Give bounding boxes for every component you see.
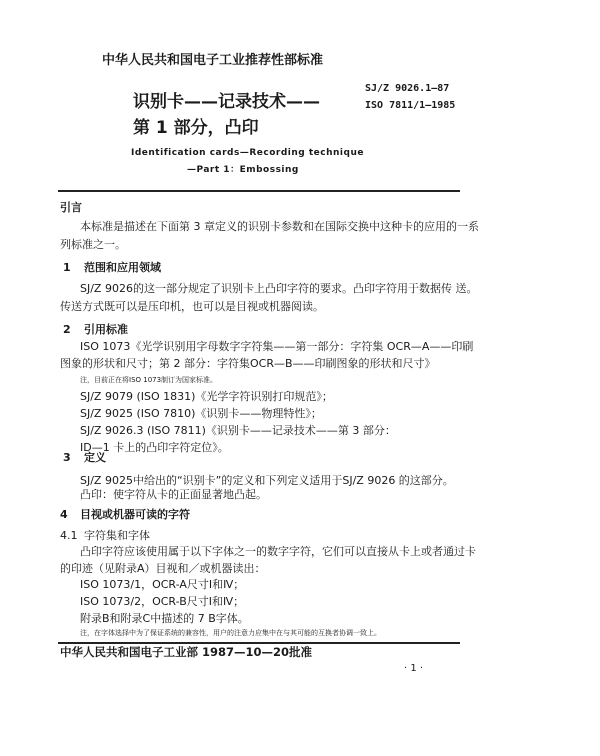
reference-item: SJ/Z 9025 (ISO 7810)《识别卡——物理特性》；	[80, 407, 322, 420]
paragraph-line: 图象的形状和尺寸；第 2 部分：字符集OCR—B——印刷图象的形状和尺寸》	[60, 357, 436, 370]
page-number: · 1 ·	[404, 663, 424, 674]
footer-divider	[58, 642, 460, 644]
section-heading: 目视或机器可读的字符	[80, 508, 190, 521]
subsection-number: 4.1	[60, 529, 78, 542]
intro-heading: 引言	[60, 201, 82, 214]
paragraph-line: SJ/Z 9026的这一部分规定了识别卡上凸印字符的要求。凸印字符用于数据传 送。	[80, 282, 478, 295]
section-number: 4	[60, 508, 68, 521]
subsection-heading: 字符集和字体	[84, 529, 150, 542]
list-item: ISO 1073/1，OCR-A尺寸Ⅰ和Ⅳ；	[80, 578, 245, 591]
section-heading: 范围和应用领域	[84, 261, 161, 274]
paragraph-line: 传送方式既可以是压印机，也可以是目视或机器阅读。	[60, 300, 324, 313]
paragraph-line: 的印迹（见附录A）目视和／或机器读出：	[60, 562, 266, 575]
section-number: 2	[63, 323, 71, 336]
paragraph-line: 凸印字符应该使用属于以下字体之一的数字字符，它们可以直接从卡上或者通过卡	[80, 545, 476, 558]
paragraph-line: ISO 1073《光学识别用字母数字字符集——第一部分：字符集 OCR—A——印刷	[80, 340, 474, 353]
paragraph-line: 列标准之一。	[60, 238, 126, 251]
reference-item: SJ/Z 9026.3 (ISO 7811)《识别卡——记录技术——第 3 部分：	[80, 424, 396, 437]
issuing-authority: 中华人民共和国电子工业推荐性部标准	[102, 53, 324, 68]
title-en-line2: —Part 1：Embossing	[187, 165, 299, 175]
section-heading: 定义	[84, 451, 106, 464]
reference-item: ID—1 卡上的凸印字符定位》。	[80, 441, 229, 454]
note: 注，目前正在将ISO 1073制订为国家标准。	[80, 376, 218, 384]
reference-item: SJ/Z 9079 (ISO 1831)《光学字符识别打印规范》；	[80, 390, 333, 403]
standard-code: SJ/Z 9026.1—87	[365, 83, 450, 94]
paragraph-line: SJ/Z 9025中给出的“识别卡”的定义和下列定义适用于SJ/Z 9026 的这部分。	[80, 474, 454, 487]
header-divider	[58, 190, 460, 192]
title-en-line1: Identification cards—Recording technique	[131, 148, 364, 158]
note: 注，在字体选择中为了保证系统的兼容性，用户的注意力应集中在与其可能的互换者协调一致上。	[80, 629, 381, 637]
paragraph-line: 本标准是描述在下面第 3 章定义的识别卡参数和在国际交换中这种卡的应用的一系	[80, 220, 479, 233]
iso-code: ISO 7811/1—1985	[365, 100, 456, 111]
list-item: 附录B和附录C中描述的 7 B字体。	[80, 612, 249, 625]
section-number: 3	[63, 451, 71, 464]
section-number: 1	[63, 261, 71, 274]
section-heading: 引用标准	[84, 323, 128, 336]
list-item: ISO 1073/2，OCR-B尺寸Ⅰ和Ⅳ；	[80, 595, 245, 608]
approval-line: 中华人民共和国电子工业部 1987—10—20批准	[60, 645, 313, 659]
paragraph-line: 凸印：使字符从卡的正面显著地凸起。	[80, 488, 267, 501]
title-cn-line2: 第 1 部分，凸印	[133, 118, 259, 138]
title-cn-line1: 识别卡——记录技术——	[133, 92, 320, 112]
